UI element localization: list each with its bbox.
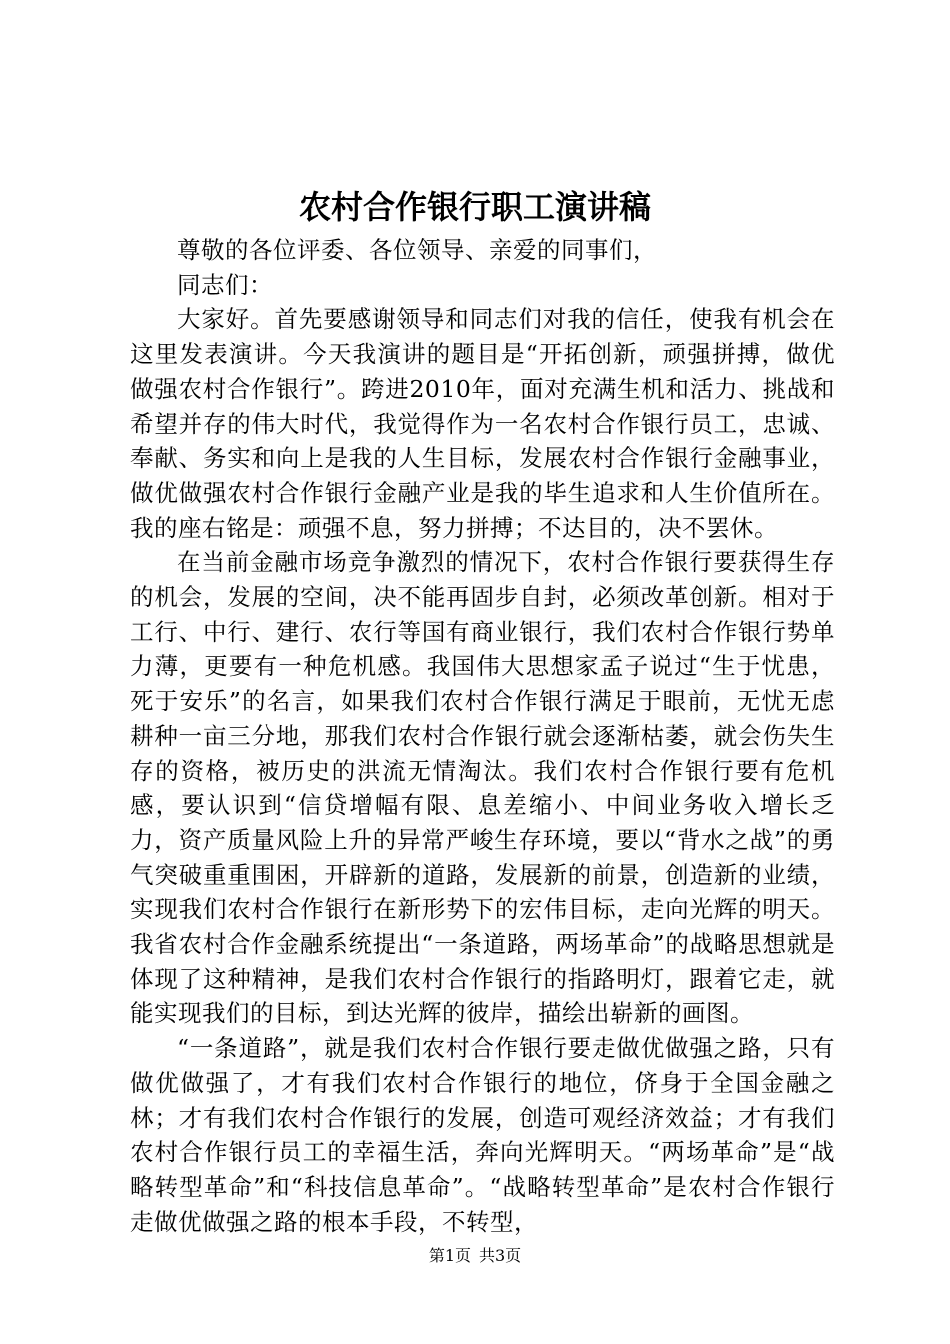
salutation-paragraph: 同志们： <box>177 270 273 299</box>
body-paragraph: 在当前金融市场竞争激烈的情况下，农村合作银行要获得生存的机会，发展的空间，决不能再固步自封，必须改革创新。相对于工行、中行、建行、农行等国有商业银行，我们农村合作银行势单力薄，更要有一种危机感。我国伟大思想家孟子说过“生于忧患，死于安乐”的名言，如果我们农村合作银行满足于眼前，无忧无虑耕种一亩三分地，那我们农村合作银行就会逐渐枯萎，就会伤失生存的资格，被历史的洪流无情淘汰。我们农村合作银行要有危机感，要认识到“信贷增幅有限、息差缩小、中间业务收入增长乏力，资产质量风险上升的异常严峻生存环境，要以“背水之战”的勇气突破重重围困，开辟新的道路，发展新的前景，创造新的业绩，实现我们农村合作银行在新形势下的宏伟目标，走向光辉的明天。我省农村合作金融系统提出“一条道路，两场革命”的战略思想就是体现了这种精神，是我们农村合作银行的指路明灯，跟着它走，就能实现我们的目标，到达光辉的彼岸，描绘出崭新的画图。 <box>130 548 835 1028</box>
document-title: 农村合作银行职工演讲稿 <box>298 188 651 226</box>
page-total: 共3页 <box>479 1246 522 1265</box>
document-body <box>130 233 835 1239</box>
body-paragraph: “一条道路”，就是我们农村合作银行要走做优做强之路，只有做优做强了，才有我们农村合作银行的地位，侪身于全国金融之林；才有我们农村合作银行的发展，创造可观经济效益；才有我们农村合作银行员工的幸福生活，奔向光辉明天。“两场革命”是“战略转型革命”和“科技信息革命”。“战略转型革命”是农村合作银行走做优做强之路的根本手段，不转型， <box>130 1034 835 1236</box>
salutation-paragraph: 尊敬的各位评委、各位领导、亲爱的同事们， <box>177 236 657 264</box>
page-footer <box>0 1245 950 1267</box>
page-number: 第1页 <box>428 1246 471 1265</box>
body-paragraph: 大家好。首先要感谢领导和同志们对我的信任，使我有机会在这里发表演讲。今天我演讲的题目是“开拓创新，顽强拼搏，做优做强农村合作银行”。跨进2010年，面对充满生机和活力、挑战和希望并存的伟大时代，我觉得作为一名农村合作银行员工，忠诚、奉献、务实和向上是我的人生目标，发展农村合作银行金融事业，做优做强农村合作银行金融产业是我的毕生追求和人生价值所在。我的座右铭是：顽强不息，努力拼搏；不达目的，决不罢休。 <box>130 305 835 542</box>
